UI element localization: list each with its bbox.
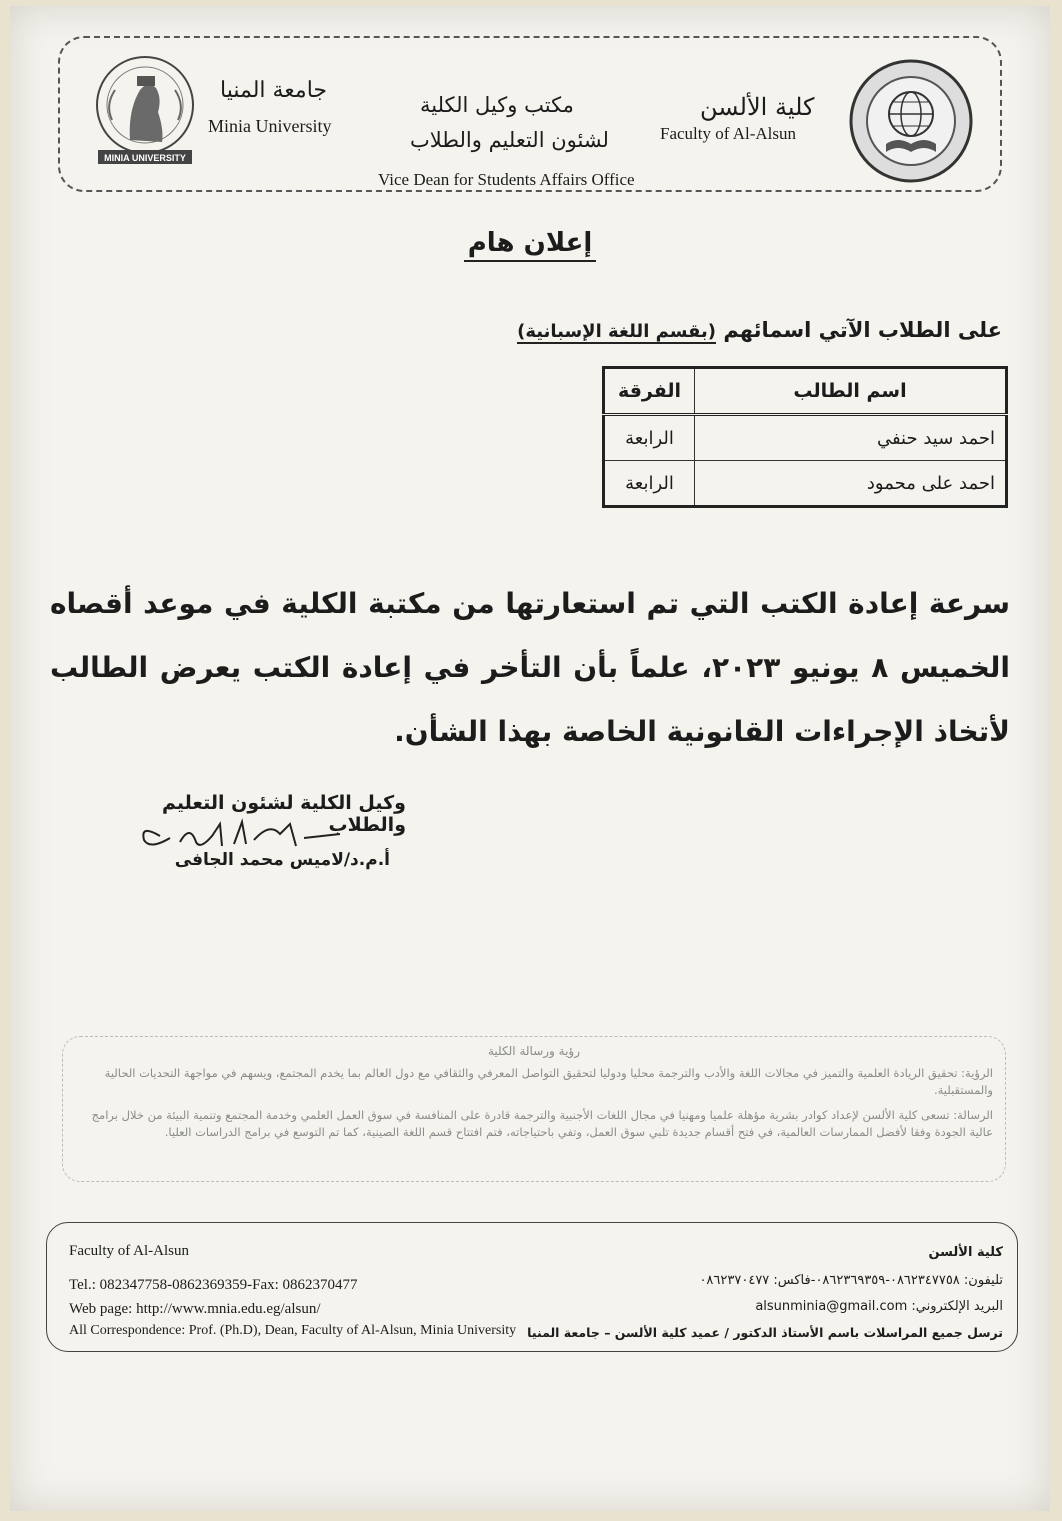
signatory-title: وكيل الكلية لشئون التعليم والطلاب bbox=[161, 792, 406, 836]
university-name-arabic: جامعة المنيا bbox=[220, 78, 328, 103]
footer-correspondence-english: All Correspondence: Prof. (Ph.D), Dean, Faculty of Al-Alsun, Minia University bbox=[69, 1323, 517, 1338]
footer-contact-box bbox=[46, 1222, 1018, 1352]
intro-text: على الطلاب الآتي اسمائهم bbox=[723, 318, 1002, 342]
vision-mission-box bbox=[62, 1036, 1006, 1182]
faculty-name-english: Faculty of Al-Alsun bbox=[660, 124, 796, 143]
department-text: (بقسم اللغة الإسبانية) bbox=[517, 321, 716, 342]
header-year: الفرقة bbox=[604, 368, 695, 415]
footer-correspondence-arabic: ترسل جميع المراسلات باسم الأستاذ الدكتور / عميد كلية الألسن – جامعة المنيا bbox=[527, 1325, 1003, 1340]
office-name-arabic-line1: مكتب وكيل الكلية bbox=[420, 93, 574, 117]
footer-faculty-english: Faculty of Al-Alsun bbox=[69, 1243, 189, 1259]
students-table bbox=[602, 366, 1008, 508]
announcement-body: سرعة إعادة الكتب التي تم استعارتها من مكتبة الكلية في موعد أقصاه الخميس ٨ يونيو ٢٠٢٣، علماً بأن التأخر في إعادة الكتب يعرض الطالب لأتخاذ الإجراءات القانونية الخاصة بهذا الشأن. bbox=[50, 587, 1011, 748]
student-year: الرابعة bbox=[604, 415, 695, 461]
office-name-arabic-line2: لشئون التعليم والطلاب bbox=[410, 128, 609, 152]
table-row bbox=[604, 461, 1007, 507]
announcement-title bbox=[10, 228, 1050, 258]
faculty-seal-icon bbox=[846, 56, 976, 186]
student-year: الرابعة bbox=[604, 461, 695, 507]
office-name-english: Vice Dean for Students Affairs Office bbox=[378, 170, 635, 189]
vision-mission-heading: رؤية ورسالة الكلية bbox=[487, 1044, 581, 1058]
footer-email: البريد الإلكتروني: alsunminia@gmail.com bbox=[755, 1299, 1003, 1314]
footer-phone-english: Tel.: 082347758-0862369359-Fax: 0862370477 bbox=[69, 1277, 358, 1293]
letterhead bbox=[58, 36, 1002, 192]
footer-faculty-arabic: كلية الألسن bbox=[928, 1245, 1003, 1260]
header-student-name: اسم الطالب bbox=[695, 368, 1007, 415]
signatory-name: أ.م.د/لاميس محمد الجافى bbox=[174, 850, 390, 870]
student-name: احمد على محمود bbox=[695, 461, 1007, 507]
faculty-name-arabic: كلية الألسن bbox=[700, 93, 815, 121]
handwritten-signature-icon bbox=[130, 814, 350, 854]
document-page bbox=[10, 6, 1050, 1511]
vision-text: الرؤية: تحقيق الريادة العلمية والتميز في مجالات اللغة والأدب والترجمة محليا ودوليا لتحقيق التواصل المعرفي والثقافي مع دول العالم بما يخدم المجتمع، ويسهم في مواجهة التحديات الحالية والمستقبلية. bbox=[104, 1066, 993, 1097]
footer-web-page: Web page: http://www.mnia.edu.eg/alsun/ bbox=[69, 1301, 321, 1317]
table-row bbox=[604, 415, 1007, 461]
logo-text: MINIA UNIVERSITY bbox=[104, 153, 186, 163]
table-header-row bbox=[604, 368, 1007, 415]
mission-text: الرسالة: تسعى كلية الألسن لإعداد كوادر بشرية مؤهلة علميا ومهنيا في مجال اللغات الأجنبية والترجمة قادرة على المنافسة في سوق العمل العلمي وخدمة المجتمع وتنمية البيئة من خلال برامج عالية الجودة وفقا لأفضل الممارسات العالمية، في فتح أقسام جديدة تلبي سوق العمل، وتفي باحتياجاته، فتم افتتاح قسم اللغة الصينية، كما تم التوسع في برامج الدراسات العليا. bbox=[91, 1108, 993, 1139]
announcement-intro bbox=[517, 318, 1002, 342]
university-name-english: Minia University bbox=[208, 116, 332, 136]
student-name: احمد سيد حنفي bbox=[695, 415, 1007, 461]
footer-phone-arabic: تليفون: ٠٨٦٢٣٤٧٧٥٨-٠٨٦٢٣٦٩٣٥٩-فاكس: ٠٨٦٢٣٧٠٤٧٧ bbox=[699, 1273, 1003, 1288]
minia-university-logo-icon bbox=[90, 50, 200, 170]
announcement-title-text: إعلان هام bbox=[464, 228, 597, 262]
